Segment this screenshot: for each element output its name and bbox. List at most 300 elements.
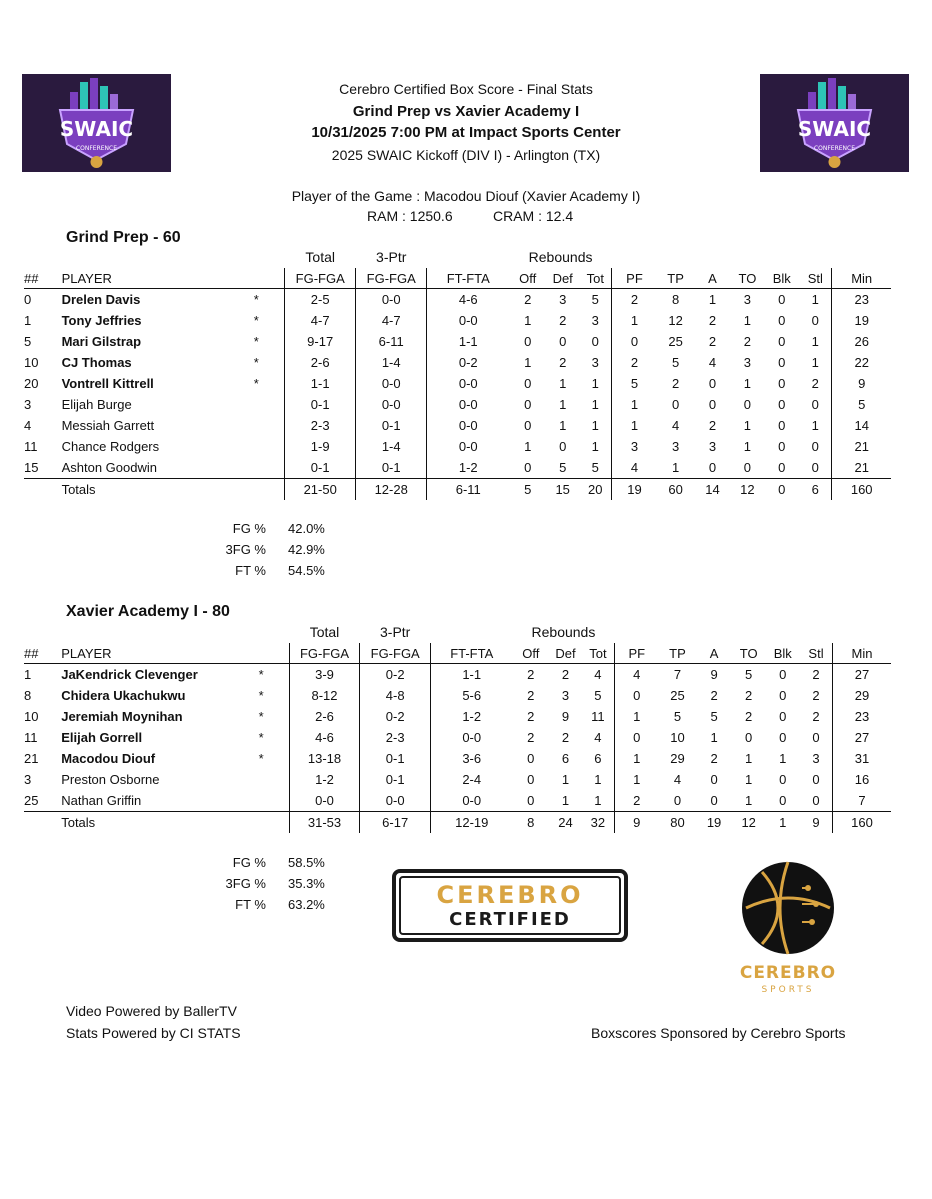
stat-ft: 1-2 xyxy=(431,706,513,727)
player-name: Drelen Davis xyxy=(61,292,141,307)
stat-fg3: 1-4 xyxy=(356,436,427,457)
group-label: Total xyxy=(309,624,340,640)
total-off: 8 xyxy=(512,812,549,834)
stat-min: 27 xyxy=(833,664,892,686)
stat-to: 2 xyxy=(745,709,753,724)
player-name: Macodou Diouf xyxy=(61,751,156,766)
cerebro-name: CEREBRO xyxy=(739,963,837,983)
column-header: TP xyxy=(657,268,695,289)
starter-mark: * xyxy=(258,667,264,682)
stat-fg: 2-5 xyxy=(285,289,356,311)
stat-to: 2 xyxy=(743,334,752,349)
column-header: TO xyxy=(732,643,766,664)
stat-tot: 1 xyxy=(591,439,599,454)
stat-stl: 0 xyxy=(812,730,820,745)
stat-off: 2 xyxy=(527,667,535,682)
stat-tot: 1 xyxy=(594,772,602,787)
player-row xyxy=(24,289,891,311)
stat-off: 0 xyxy=(524,397,532,412)
stat-off: 1 xyxy=(524,439,532,454)
stat-tot: 6 xyxy=(594,751,602,766)
stat-stl: 1 xyxy=(811,355,819,370)
cram-value: CRAM : 12.4 xyxy=(493,208,574,224)
column-header: PF xyxy=(612,268,657,289)
player-of-the-game: Player of the Game : Macodou Diouf (Xavier Academy I) xyxy=(291,188,641,204)
swaic-text: SWAIC xyxy=(59,117,134,141)
column-header: FG-FGA xyxy=(356,268,427,289)
stat-pf: 3 xyxy=(612,436,657,457)
stat-fg: 8-12 xyxy=(289,685,360,706)
stat-min: 21 xyxy=(832,436,891,457)
column-header xyxy=(234,643,290,664)
stat-fg: 0-1 xyxy=(285,457,356,479)
total-to: 12 xyxy=(732,812,766,834)
stat-stl: 0 xyxy=(811,460,819,475)
starter-mark xyxy=(228,436,284,457)
pct-label: FT % xyxy=(235,897,266,912)
stat-fg: 4-6 xyxy=(289,727,360,748)
stat-min: 19 xyxy=(832,310,891,331)
pct-value: 54.5% xyxy=(288,563,325,578)
column-header: FG-FGA xyxy=(285,268,356,289)
stat-blk: 0 xyxy=(778,397,786,412)
column-header: FG-FGA xyxy=(360,643,431,664)
stat-def: 9 xyxy=(561,709,570,724)
stat-stl: 2 xyxy=(811,376,819,391)
starter-mark: * xyxy=(253,313,259,328)
column-header: Stl xyxy=(800,643,832,664)
column-header: Min xyxy=(833,643,892,664)
stat-fg3: 0-1 xyxy=(360,748,431,769)
stat-min: 14 xyxy=(832,415,891,436)
player-row xyxy=(24,790,891,812)
stat-fg3: 4-7 xyxy=(356,310,427,331)
column-header: PLAYER xyxy=(62,268,229,289)
stat-to: 0 xyxy=(745,730,753,745)
stat-min: 31 xyxy=(833,748,892,769)
stat-def: 3 xyxy=(559,292,567,307)
column-header: Blk xyxy=(764,268,799,289)
stat-fg3: 0-0 xyxy=(356,289,427,311)
stat-stl: 1 xyxy=(811,292,819,307)
stat-tot: 4 xyxy=(594,730,602,745)
stat-def: 5 xyxy=(559,460,567,475)
stat-def: 1 xyxy=(559,376,567,391)
totals-row xyxy=(24,812,891,834)
stat-def: 2 xyxy=(559,355,567,370)
group-label: 3-Ptr xyxy=(376,249,407,265)
stat-fg: 2-6 xyxy=(285,352,356,373)
totals-spacer xyxy=(228,479,284,501)
stat-to: 0 xyxy=(743,397,752,412)
stat-pf: 5 xyxy=(612,373,657,394)
player-row xyxy=(24,685,891,706)
stat-fg3: 0-2 xyxy=(360,664,431,686)
stat-tp: 25 xyxy=(668,334,683,349)
stat-a: 9 xyxy=(710,667,718,682)
column-header-row xyxy=(24,643,891,664)
stat-min: 26 xyxy=(832,331,891,352)
stat-a: 0 xyxy=(710,772,718,787)
stat-tp: 25 xyxy=(670,688,685,703)
stat-fg: 2-6 xyxy=(289,706,360,727)
stat-blk: 0 xyxy=(778,460,786,475)
stat-fg3: 0-1 xyxy=(360,769,431,790)
stat-stl: 2 xyxy=(812,667,820,682)
group-spacer xyxy=(24,621,289,643)
total-min: 160 xyxy=(833,812,892,834)
stat-a: 1 xyxy=(708,292,717,307)
video-credit: Video Powered by BallerTV xyxy=(66,1003,237,1019)
total-def: 15 xyxy=(546,479,579,501)
stat-fg3: 0-1 xyxy=(356,415,427,436)
stat-to: 1 xyxy=(745,751,753,766)
total-fg: 21-50 xyxy=(285,479,356,501)
player-number: 1 xyxy=(24,667,32,682)
stat-stl: 0 xyxy=(812,772,820,787)
stat-ft: 0-0 xyxy=(427,373,510,394)
pct-value: 58.5% xyxy=(288,855,325,870)
stat-stl: 0 xyxy=(811,439,819,454)
total-blk: 0 xyxy=(764,479,799,501)
total-tot: 32 xyxy=(582,812,614,834)
stat-a: 0 xyxy=(708,397,717,412)
stat-to: 5 xyxy=(745,667,753,682)
stat-blk: 0 xyxy=(779,688,787,703)
sponsor-credit: Boxscores Sponsored by Cerebro Sports xyxy=(591,1025,846,1041)
total-a: 14 xyxy=(695,479,731,501)
stat-def: 0 xyxy=(559,439,567,454)
column-header: Off xyxy=(512,643,549,664)
stat-fg: 4-7 xyxy=(285,310,356,331)
column-header: Min xyxy=(832,268,891,289)
stat-off: 0 xyxy=(524,460,532,475)
swaic-sub: CONFERENCE xyxy=(813,145,856,152)
stat-a: 2 xyxy=(710,751,718,766)
stat-blk: 0 xyxy=(778,355,786,370)
stat-ft: 2-4 xyxy=(431,769,513,790)
stat-fg: 3-9 xyxy=(289,664,360,686)
pct-label: FG % xyxy=(232,855,266,870)
stat-to: 1 xyxy=(743,313,752,328)
player-name: Tony Jeffries xyxy=(61,313,142,328)
stat-min: 16 xyxy=(833,769,892,790)
stat-tot: 4 xyxy=(594,667,602,682)
stat-off: 0 xyxy=(527,751,535,766)
stat-blk: 0 xyxy=(779,709,787,724)
total-pf: 9 xyxy=(614,812,658,834)
pct-value: 42.9% xyxy=(288,542,325,557)
stat-tp: 12 xyxy=(668,313,683,328)
total-stl: 9 xyxy=(800,812,832,834)
starter-mark: * xyxy=(253,334,259,349)
totals-spacer xyxy=(24,479,62,501)
stat-min: 7 xyxy=(833,790,892,812)
total-def: 24 xyxy=(549,812,582,834)
stat-tp: 4 xyxy=(671,418,680,433)
stat-tp: 5 xyxy=(673,709,682,724)
group-spacer xyxy=(427,246,510,268)
stat-stl: 2 xyxy=(812,709,820,724)
starter-mark xyxy=(228,394,284,415)
box-score-table xyxy=(24,621,891,833)
column-header: TO xyxy=(730,268,764,289)
player-number: 3 xyxy=(24,772,32,787)
stat-ft: 0-2 xyxy=(427,352,510,373)
player-row xyxy=(24,706,891,727)
stat-stl: 0 xyxy=(811,397,819,412)
player-name: CJ Thomas xyxy=(61,355,132,370)
stat-min: 23 xyxy=(833,706,892,727)
totals-spacer xyxy=(234,812,290,834)
stat-to: 1 xyxy=(743,376,752,391)
starter-mark: * xyxy=(258,709,264,724)
stat-ft: 4-6 xyxy=(427,289,510,311)
header-line-1: Cerebro Certified Box Score - Final Stats xyxy=(339,81,593,97)
stat-tp: 1 xyxy=(671,460,680,475)
player-row xyxy=(24,769,891,790)
total-min: 160 xyxy=(832,479,891,501)
stat-pf: 0 xyxy=(614,685,658,706)
player-number: 11 xyxy=(24,730,38,745)
stat-a: 3 xyxy=(708,439,717,454)
player-name: Elijah Burge xyxy=(61,397,132,412)
stat-fg3: 2-3 xyxy=(360,727,431,748)
stat-def: 2 xyxy=(559,313,567,328)
group-spacer xyxy=(24,246,285,268)
total-ft: 12-19 xyxy=(431,812,513,834)
stat-fg: 0-1 xyxy=(285,394,356,415)
stat-stl: 1 xyxy=(811,334,819,349)
pct-label: FT % xyxy=(235,563,266,578)
player-row xyxy=(24,331,891,352)
column-header: FG-FGA xyxy=(289,643,360,664)
stat-a: 2 xyxy=(710,688,718,703)
stat-ft: 0-0 xyxy=(427,394,510,415)
stat-ft: 0-0 xyxy=(427,310,510,331)
stat-a: 2 xyxy=(708,334,717,349)
stat-def: 1 xyxy=(559,418,567,433)
stat-pf: 1 xyxy=(612,394,657,415)
pct-label: FG % xyxy=(232,521,266,536)
stat-def: 2 xyxy=(561,667,570,682)
player-row xyxy=(24,415,891,436)
total-tot: 20 xyxy=(579,479,612,501)
swaic-text: SWAIC xyxy=(797,117,872,141)
stat-to: 2 xyxy=(745,688,753,703)
stat-ft: 5-6 xyxy=(431,685,513,706)
column-header: FT-FTA xyxy=(431,643,513,664)
ram-value: RAM : 1250.6 xyxy=(367,208,453,224)
stat-stl: 3 xyxy=(812,751,820,766)
player-number: 20 xyxy=(24,376,39,391)
starter-mark: * xyxy=(253,292,259,307)
header-event: 2025 SWAIC Kickoff (DIV I) - Arlington (TX) xyxy=(331,147,601,163)
player-number: 10 xyxy=(24,709,39,724)
stat-blk: 0 xyxy=(778,292,786,307)
player-number: 0 xyxy=(24,292,32,307)
certified-top-text: CEREBRO xyxy=(436,881,584,909)
player-row xyxy=(24,457,891,479)
header-datetime: 10/31/2025 7:00 PM at Impact Sports Center xyxy=(311,124,621,141)
player-number: 4 xyxy=(24,418,32,433)
starter-mark: * xyxy=(258,688,264,703)
stat-to: 1 xyxy=(745,793,753,808)
stat-blk: 0 xyxy=(779,730,787,745)
stat-a: 0 xyxy=(710,793,718,808)
group-label: Rebounds xyxy=(528,249,593,265)
total-a: 19 xyxy=(696,812,732,834)
stat-stl: 1 xyxy=(811,418,819,433)
stat-fg3: 1-4 xyxy=(356,352,427,373)
starter-mark: * xyxy=(258,730,264,745)
stat-to: 1 xyxy=(743,418,752,433)
group-label: Total xyxy=(305,249,335,265)
team-title: Xavier Academy I - 80 xyxy=(66,603,230,620)
starter-mark: * xyxy=(253,355,259,370)
stat-pf: 1 xyxy=(614,769,658,790)
cerebro-sports-logo xyxy=(732,858,844,998)
stat-tp: 2 xyxy=(671,376,680,391)
stat-tot: 3 xyxy=(591,313,599,328)
stat-stl: 0 xyxy=(811,313,819,328)
stat-a: 1 xyxy=(710,730,718,745)
total-blk: 1 xyxy=(766,812,801,834)
stat-fg: 9-17 xyxy=(285,331,356,352)
totals-row xyxy=(24,479,891,501)
stat-def: 6 xyxy=(561,751,570,766)
player-name: JaKendrick Clevenger xyxy=(61,667,198,682)
stat-tp: 8 xyxy=(671,292,680,307)
stat-to: 3 xyxy=(743,355,752,370)
stat-off: 0 xyxy=(524,418,532,433)
stat-tot: 1 xyxy=(594,793,602,808)
stat-blk: 0 xyxy=(778,376,786,391)
starter-mark: * xyxy=(253,376,259,391)
stat-min: 21 xyxy=(832,457,891,479)
stat-tot: 11 xyxy=(591,709,605,724)
stat-a: 4 xyxy=(708,355,717,370)
total-pf: 19 xyxy=(612,479,657,501)
total-ft: 6-11 xyxy=(427,479,510,501)
pct-value: 35.3% xyxy=(288,876,325,891)
player-name: Jeremiah Moynihan xyxy=(61,709,183,724)
group-spacer xyxy=(612,246,891,268)
column-header: PF xyxy=(614,643,658,664)
stat-to: 1 xyxy=(743,439,752,454)
player-row xyxy=(24,436,891,457)
stat-tot: 5 xyxy=(594,688,602,703)
stat-def: 0 xyxy=(559,334,567,349)
stat-stl: 2 xyxy=(812,688,820,703)
stat-pf: 2 xyxy=(612,289,657,311)
stat-ft: 1-2 xyxy=(427,457,510,479)
stat-def: 2 xyxy=(561,730,570,745)
starter-mark xyxy=(234,790,290,812)
stat-off: 0 xyxy=(524,376,532,391)
player-name: Messiah Garrett xyxy=(61,418,155,433)
stat-blk: 0 xyxy=(778,418,786,433)
player-row xyxy=(24,748,891,769)
player-number: 10 xyxy=(24,355,39,370)
stat-min: 9 xyxy=(832,373,891,394)
stat-ft: 0-0 xyxy=(431,727,513,748)
stat-to: 1 xyxy=(745,772,753,787)
player-row xyxy=(24,727,891,748)
stat-blk: 0 xyxy=(779,793,787,808)
stat-blk: 1 xyxy=(779,751,787,766)
stat-tot: 0 xyxy=(591,334,599,349)
player-row xyxy=(24,394,891,415)
stat-a: 5 xyxy=(710,709,718,724)
totals-label: Totals xyxy=(62,479,229,501)
stat-off: 2 xyxy=(527,688,535,703)
stat-min: 27 xyxy=(833,727,892,748)
column-header: ## xyxy=(24,643,61,664)
stat-ft: 0-0 xyxy=(431,790,513,812)
column-header: Stl xyxy=(799,268,832,289)
stat-pf: 0 xyxy=(612,331,657,352)
total-fg3: 12-28 xyxy=(356,479,427,501)
stat-a: 0 xyxy=(708,376,717,391)
stat-fg: 2-3 xyxy=(285,415,356,436)
stat-min: 22 xyxy=(832,352,891,373)
stat-tp: 0 xyxy=(671,397,680,412)
stat-fg: 1-1 xyxy=(285,373,356,394)
stat-min: 5 xyxy=(832,394,891,415)
stat-pf: 1 xyxy=(614,706,658,727)
stat-def: 1 xyxy=(561,772,570,787)
pct-value: 63.2% xyxy=(288,897,325,912)
stat-off: 0 xyxy=(527,793,535,808)
player-row xyxy=(24,310,891,331)
stat-tot: 5 xyxy=(591,460,599,475)
player-number: 15 xyxy=(24,460,39,475)
group-label: Rebounds xyxy=(531,624,596,640)
stat-fg3: 0-0 xyxy=(356,394,427,415)
stat-fg: 13-18 xyxy=(289,748,360,769)
stat-def: 1 xyxy=(559,397,567,412)
stat-pf: 1 xyxy=(612,310,657,331)
cerebro-certified-badge xyxy=(392,869,628,942)
stat-pf: 2 xyxy=(612,352,657,373)
stat-fg: 0-0 xyxy=(289,790,360,812)
box-score-table xyxy=(24,246,891,500)
player-name: Elijah Gorrell xyxy=(61,730,143,745)
group-spacer xyxy=(431,621,513,643)
player-name: Chance Rodgers xyxy=(61,439,160,454)
cerebro-sub: SPORTS xyxy=(761,985,815,995)
stat-tp: 29 xyxy=(670,751,685,766)
stat-stl: 0 xyxy=(812,793,820,808)
player-number: 5 xyxy=(24,334,32,349)
column-header: Blk xyxy=(766,643,801,664)
stat-tp: 3 xyxy=(671,439,680,454)
player-name: Nathan Griffin xyxy=(61,793,142,808)
stat-tot: 1 xyxy=(591,418,599,433)
group-spacer xyxy=(614,621,891,643)
total-fg: 31-53 xyxy=(289,812,360,834)
stat-pf: 4 xyxy=(614,664,658,686)
stat-off: 2 xyxy=(527,709,535,724)
player-name: Ashton Goodwin xyxy=(61,460,157,475)
stat-ft: 1-1 xyxy=(427,331,510,352)
stat-tp: 10 xyxy=(670,730,685,745)
column-header: TP xyxy=(659,643,697,664)
total-tp: 60 xyxy=(657,479,695,501)
stat-a: 2 xyxy=(708,418,717,433)
stat-off: 0 xyxy=(524,334,532,349)
